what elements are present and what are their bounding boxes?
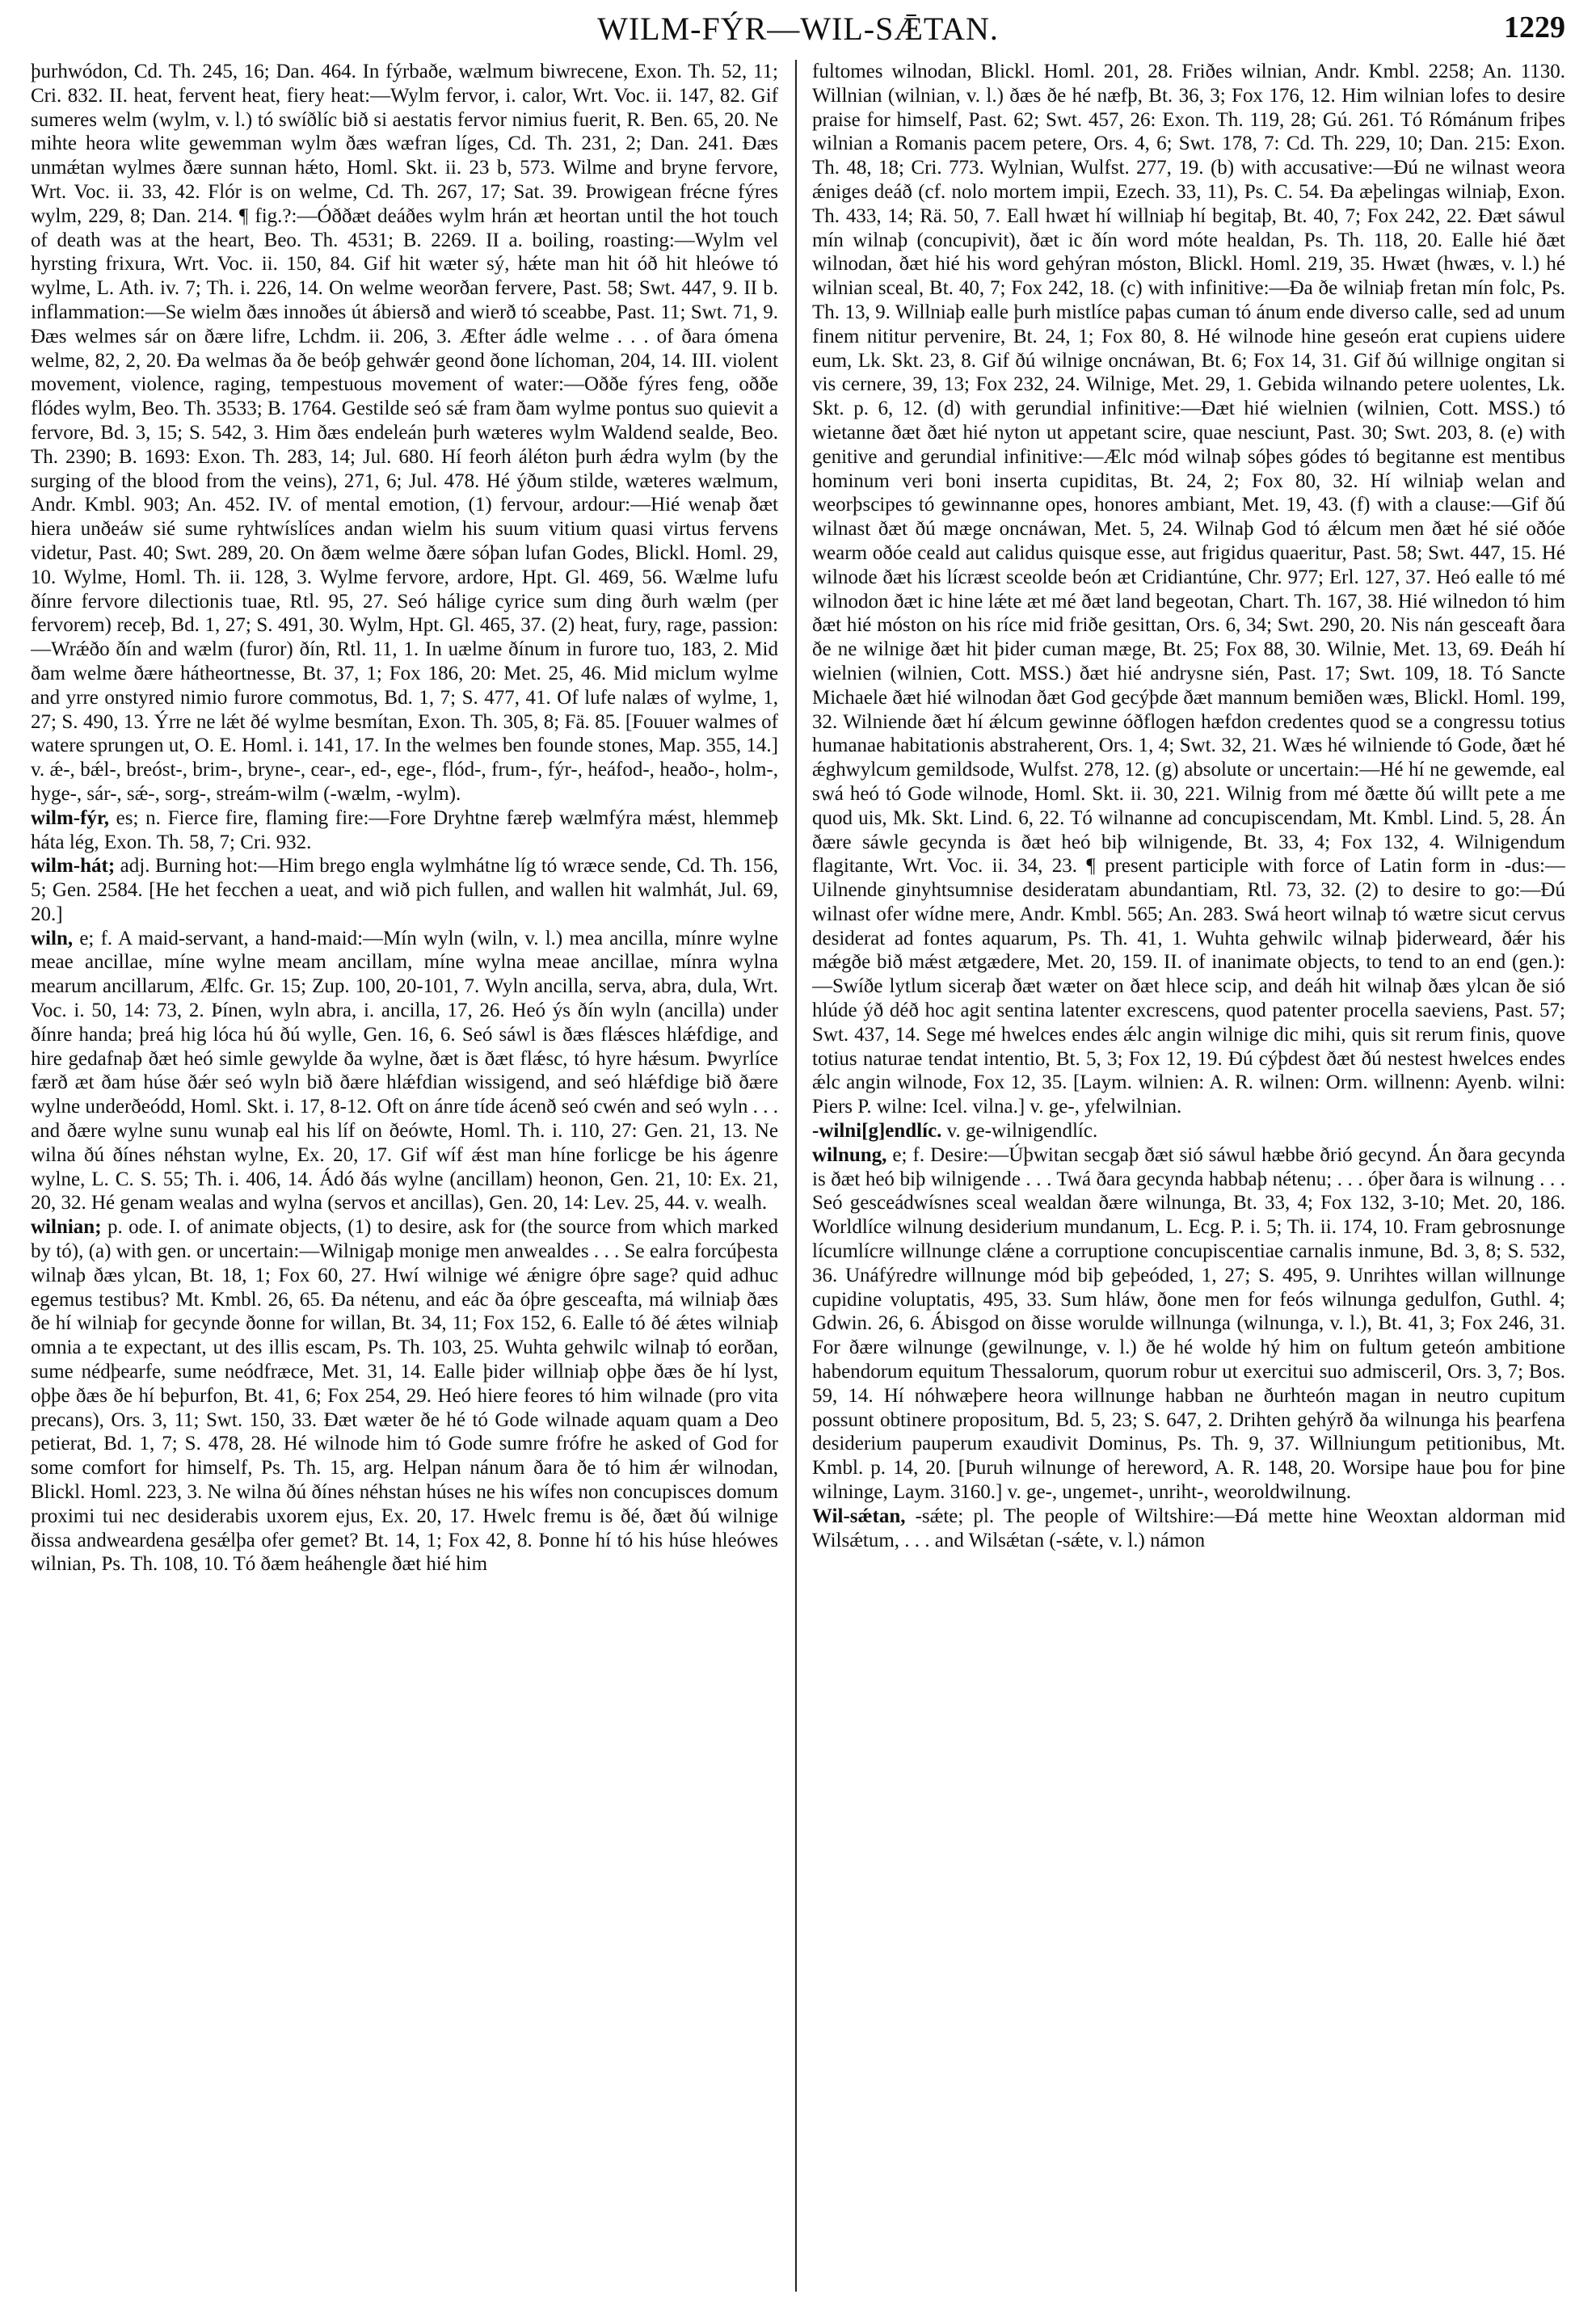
- entry-body: e; f. A maid-servant, a hand-maid:—Mín wyln (wiln, v. l.) mea ancilla, mínre wylne meae ancillae, míne wylne meam ancillam, míne wylna meae ancillae, mínra wylna mearum ancillarum, Ælfc. Gr. 15; Zup. 100, 20-101, 7. Wyln ancilla, serva, abra, dula, Wrt. Voc. i. 50, 14: 73, 2. Þínen, wyln abra, i. ancilla, 17, 26. Heó ýs ðín wyln (ancilla) under ðínre handa; þreá hig lóca hú ðú wylle, Gen. 16, 6. Seó sáwl is ðæs flǽsces hlǽfdige, and hire gedafnaþ ðæt heó simle gewylde ða wylne, ðæt is ðæt flǽsc, tó hyre hǽsum. Þwyrlíce færð æt ðam húse ðǽr seó wyln bið ðære hlǽfdian wissigend, and seó hlǽfdige bið ðære wylne underðeódd, Homl. Skt. i. 17, 8-12. Oft on ánre tíde ácenð seó cwén and seó wyln . . . and ðære wylne sunu wunaþ eal his líf on ðeówte, Homl. Th. i. 110, 27: Gen. 21, 13. Ne wilna ðú ðínes néhstan wylne, Ex. 20, 17. Gif wíf ǽst man híne forlicge be his ágenre wylne, L. C. S. 55; Th. i. 406, 14. Ádó ðás wylne (ancillam) heonon, Gen. 21, 10: Ex. 21, 20, 32. Hé genam wealas and wylna (servos et ancillas), Gen. 20, 14: Lev. 25, 44. v. wealh.: [31, 927, 778, 1214]
- right-column: [812, 60, 1565, 2290]
- continued-text: [812, 60, 1565, 1119]
- entry-body: es; n. Fierce fire, flaming fire:—Fore Dryhtne færeþ wælmfýra mǽst, hlemmeþ háta lég, Exon. Th. 58, 7; Cri. 932.: [31, 806, 778, 853]
- entry-headword: wilm-fýr,: [31, 806, 109, 829]
- entry-body: adj. Burning hot:—Him brego engla wylmhátne líg tó wræce sende, Cd. Th. 156, 5; Gen. 2584. [He het fecchen a ueat, and wið pich fullen, and wallen hit walmhát, Jul. 69, 20.]: [31, 855, 778, 925]
- page-header: [0, 6, 1596, 48]
- entry-body: þurhwódon, Cd. Th. 245, 16; Dan. 464. In fýrbaðe, wælmum biwrecene, Exon. Th. 52, 11; Cri. 832. II. heat, fervent heat, fiery heat:—Wylm fervor, i. calor, Wrt. Voc. ii. 147, 82. Gif sumeres welm (wylm, v. l.) tó swíðlíc bið si aestatis fervor nimius fuerit, R. Ben. 65, 20. Ne mihte heora wlite gewemman wylm ðæs wæfran líges, Cd. Th. 231, 2; Dan. 241. Ðæs unmǽtan wylmes ðære sunnan hǽto, Homl. Skt. ii. 23 b, 573. Wilme and bryne fervore, Wrt. Voc. ii. 33, 42. Flór is on welme, Cd. Th. 267, 17; Sat. 39. Þrowigean frécne fýres wylm, 229, 8; Dan. 214. ¶ fig.?:—Óððæt deáðes wylm hrán æt heortan until the hot touch of death was at the heart, Beo. Th. 4531; B. 2269. II a. boiling, roasting:—Wylm vel hyrsting frixura, Wrt. Voc. ii. 150, 84. Gif hit wæter sý, hǽte man hit óð hit hleówe tó wylme, L. Ath. iv. 7; Th. i. 226, 14. On welme weorðan fervere, Past. 58; Swt. 447, 9. II b. inflammation:—Se wielm ðæs innoðes út ábiersð and wierð tó sceabbe, Past. 11; Swt. 71, 9. Ðæs welmes sár on ðære lifre, Lchdm. ii. 206, 3. Æfter ádle welme . . . of ðara ómena welme, 82, 2, 20. Ða welmas ða ðe beóþ gehwǽr geond ðone líchoman, 204, 14. III. violent movement, violence, raging, tempestuous movement of water:—Oððe fýres feng, oððe flódes wylm, Beo. Th. 3533; B. 1764. Gestilde seó sǽ fram ðam wylme pontus suo quievit a fervore, Bd. 3, 15; S. 542, 3. Him ðæs endeleán þurh wæteres wylm Waldend sealde, Beo. Th. 2390; B. 1693: Exon. Th. 283, 14; Jul. 680. Hí feorh áléton þurh ǽdra wylm (by the surging of the blood from the veins), 271, 6; Jul. 478. Hé ýðum stilde, wæteres wælmum, Andr. Kmbl. 903; An. 452. IV. of mental emotion, (1) fervour, ardour:—Hié wenaþ ðæt hiera unðeáw sié sume ryhtwíslíces andan wielm his suum vitium quasi virtus fervens videtur, Past. 40; Swt. 289, 20. On ðæm welme ðære sóþan lufan Godes, Blickl. Homl. 29, 10. Wylme, Homl. Th. ii. 128, 3. Wylme fervore, ardore, Hpt. Gl. 469, 56. Wælme lufu ðínre fervore dilectionis tuae, Rtl. 95, 27. Seó hálige cyrice sum ding ðurh wælm (per fervorem) receþ, Bd. 1, 27; S. 491, 30. Wylm, Hpt. Gl. 465, 37. (2) heat, fury, rage, passion:—Wrǽðo ðín and wælm (furor) ðín, Rtl. 11, 1. In uælme ðínum in furore tuo, 183, 2. Mid ðam welme ðære hátheortnesse, Bt. 37, 1; Fox 186, 20: Met. 25, 46. Mid miclum wylme and yrre onstyred nimio furore commotus, Bd. 1, 7; S. 477, 41. Of lufe nalæs of wylme, 1, 27; S. 490, 13. Ýrre ne lǽt ðé wylme besmítan, Exon. Th. 305, 8; Fä. 85. [Fouuer walmes of watere sprungen ut, O. E. Homl. i. 141, 17. In the welmes ben founde stones, Map. 355, 14.] v. ǽ-, bǽl-, breóst-, brim-, bryne-, cear-, ed-, ege-, flód-, frum-, fýr-, heáfod-, heaðo-, holm-, hyge-, sár-, sǽ-, sorg-, streám-wilm (-wælm, -wylm).: [31, 61, 778, 805]
- dictionary-entry: [31, 1215, 778, 1576]
- running-title: WILM-FÝR—WIL-SǢTAN.: [597, 11, 999, 47]
- entry-headword: Wil-sǽtan,: [812, 1505, 906, 1527]
- page-number: 1229: [1504, 11, 1565, 44]
- dictionary-entry: [812, 1119, 1565, 1143]
- dictionary-entry: [31, 854, 778, 926]
- entry-body: fultomes wilnodan, Blickl. Homl. 201, 28. Friðes wilnian, Andr. Kmbl. 2258; An. 1130. Willnian (wilnian, v. l.) ðæs ðe hé næfþ, Bt. 36, 3; Fox 176, 12. Him wilnian lofes to desire praise for himself, Past. 62; Swt. 457, 26: Exon. Th. 119, 28; Gú. 261. Tó Rómánum friþes wilnian a Romanis pacem petere, Ors. 4, 6; Swt. 178, 7: Cd. Th. 229, 10; Dan. 215: Exon. Th. 48, 18; Cri. 773. Wylnian, Wulfst. 277, 19. (b) with accusative:—Ðú ne wilnast weora ǽniges deáð (cf. nolo mortem impii, Ezech. 33, 11), Ps. C. 54. Ða æþelingas wilniaþ, Exon. Th. 433, 14; Rä. 50, 7. Eall hwæt hí willniaþ hí begitaþ, Bt. 40, 7; Fox 242, 22. Ðæt sáwul mín wilnaþ (concupivit), ðæt ic ðín word móte healdan, Ps. Th. 118, 20. Ealle hié ðæt wilnodan, ðæt hié his word gehýran móston, Blickl. Homl. 219, 35. Hwæt (hwæs, v. l.) hé wilnian sceal, Bt. 40, 7; Fox 242, 18. (c) with infinitive:—Ða ðe wilniaþ fretan mín folc, Ps. Th. 13, 9. Willniaþ ealle þurh mistlíce paþas cuman tó ánum ende diverso calle, sed ad unum finem nititur pervenire, Bt. 24, 1; Fox 80, 8. Hé wilnode hine geseón erat cupiens uidere eum, Lk. Skt. 23, 8. Gif ðú wilnige oncnáwan, Bt. 6; Fox 14, 31. Gif ðú willnige ongitan si vis cernere, 39, 13; Fox 232, 24. Wilnige, Met. 29, 1. Gebida wilnando petere uolentes, Lk. Skt. p. 6, 12. (d) with gerundial infinitive:—Ðæt hié wielnien (wilnien, Cott. MSS.) tó wietanne ðæt ðæt hié nyton ut appetant scire, quae nesciunt, Past. 30; Swt. 203, 8. (e) with genitive and gerundial infinitive:—Ælc mód wilnaþ sóþes gódes tó begitanne est mentibus hominum veri boni inserta cupiditas, Bt. 24, 2; Fox 80, 32. Hí wilniaþ welan and weorþscipes tó gewinnanne opes, honores ambiant, Met. 19, 43. (f) with a clause:—Gif ðú wilnast ðæt ðú mæge oncnáwan, Met. 5, 24. Wilnaþ God tó ǽlcum men ðæt hé sié oðóe wearm oðóe ceald aut calidus quisque esse, aut frigidus quaeritur, Past. 58; Swt. 447, 15. Hé wilnode ðæt his lícræst sceolde beón æt Cridiantúne, Chr. 977; Erl. 127, 37. Heó ealle tó mé wilnodon ðæt ic hine lǽte æt mé ðæt land begeotan, Chart. Th. 167, 38. Hié wilnedon tó him ðæt hié móston on his ríce mid friðe gesittan, Ors. 6, 34; Swt. 290, 20. Nis nán gesceaft ðara ðe ne wilnige ðæt hit þider cuman mæge, Bt. 25; Fox 88, 30. Wilnie, Met. 13, 69. Ðeáh hí wielnien (wilnien, Cott. MSS.) ðæt hié andrysne sién, Past. 17; Swt. 109, 18. Tó Sancte Michaele ðæt hié wilnodan ðæt God gecýþde ðæt mannum bemiðen wæs, Blickl. Homl. 199, 32. Wilniende ðæt hí ǽlcum gewinne óðflogen hæfdon credentes quod se a congressu totius humanae habitationis abstraherent, Ors. 1, 4; Swt. 32, 21. Wæs hé wilniende tó Gode, ðæt hé ǽghwylcum gemildsode, Wulfst. 278, 12. (g) absolute or uncertain:—Hé hí ne gewemde, eal swá heó tó Gode wilnode, Homl. Skt. ii. 30, 221. Wilnig from mé ðætte ðú willt pete a me quod uis, Mk. Skt. Lind. 6, 22. Tó wilnanne ad concupiscendam, Mt. Kmbl. Lind. 5, 28. Án ðære sáwle gecynda is ðæt heó biþ wilnigende, Bt. 33, 4; Fox 132, 4. Wilnigendum flagitante, Wrt. Voc. ii. 34, 23. ¶ present participle with force of Latin form in -dus:—Uilnende ginyhtsumnise desideratam abundantiam, Rtl. 73, 32. (2) to desire to go:—Ðú wilnast ofer wídne mere, Andr. Kmbl. 565; An. 283. Swá heort wilnaþ tó wætre sicut cervus desiderat ad fontes aquarum, Ps. Th. 41, 1. Wuhta gehwilc wilnaþ þiderweard, ðǽr his mǽgðe bið mǽst ætgædere, Met. 20, 159. II. of inanimate objects, to tend to an end (gen.):—Swíðe lytlum siceraþ ðæt wæter on ðæt hlece scip, and deáh hit wilnaþ ðæs ylcan ðe sió hlúde ýð déð hoc agit sentina latenter excrescens, quod patenter procella saeviens, Past. 57; Swt. 437, 14. Sege mé hwelces endes ǽlc angin wilnige dic mihi, quis sit rerum finis, quove totius naturae tendat intentio, Bt. 5, 3; Fox 12, 19. Ðú cýþdest ðæt ðú nestest hwelces endes ǽlc angin wilnode, Fox 12, 35. [Laym. wilnien: A. R. wilnen: Orm. willnenn: Ayenb. wilni: Piers P. wilne: Icel. vilna.] v. ge-, yfelwilnian.: [812, 61, 1565, 1118]
- entry-headword: wilm-hát;: [31, 855, 116, 878]
- dictionary-entry: [31, 927, 778, 1216]
- dictionary-entry: [31, 806, 778, 855]
- entry-body: p. ode. I. of animate objects, (1) to desire, ask for (the source from which marked by tó), (a) with gen. or uncertain:—Wilnigaþ monige men anwealdes . . . Se ealra forcúþesta wilnaþ ðæs ylcan, Bt. 18, 1; Fox 60, 27. Hwí wilnige wé ǽnigre óþre sage? quid adhuc egemus testibus? Mt. Kmbl. 26, 65. Ða nétenu, and eác ða óþre gesceafta, má wilniaþ ðæs ðe hí wilniaþ for gecynde ðonne for willan, Bt. 34, 11; Fox 152, 6. Ealle tó ðé ǽtes wilniaþ omnia a te expectant, ut des illis escam, Ps. Th. 103, 25. Wuhta gehwilc wilnaþ tó eorðan, sume nédþearfe, sume neódfræce, Met. 31, 14. Ealle þider willniaþ oþþe ðæs ðe hí lyst, oþþe ðæs ðe hí beþurfon, Bt. 41, 6; Fox 254, 29. Heó hiere feores tó him wilnade (pro vita precans), Ors. 3, 11; Swt. 150, 33. Ðæt wæter ðe hé tó Gode wilnade aquam quam a Deo petierat, Bd. 1, 7; S. 478, 28. Hé wilnode him tó Gode sumre frófre he asked of God for some comfort for himself, Ps. Th. 15, arg. Helpan nánum ðara ðe tó him ǽr wilnodan, Blickl. Homl. 223, 3. Ne wilna ðú ðínes néhstan húses ne his wífes non concupisces domum proximi tui nec desiderabis uxorem ejus, Ex. 20, 17. Hwelc fremu is ðé, ðæt ðú wilnige ðissa andweardena gesǽlþa ofer gemet? Bt. 14, 1; Fox 42, 8. Þonne hí tó his húse hleówes wilnian, Ps. Th. 108, 10. Tó ðæm heáhengle ðæt hié him: [31, 1216, 778, 1576]
- dictionary-entry: [812, 1143, 1565, 1505]
- entry-body: e; f. Desire:—Úþwitan secgaþ ðæt sió sáwul hæbbe ðrió gecynd. Án ðara gecynda is ðæt heó biþ wilnigende . . . Twá ðara gecynda habbaþ nétenu; . . . óþer ðara is wilnung . . . Seó gesceádwísnes sceal wealdan ðære wilnunga, Bt. 33, 4; Fox 132, 3-10; Met. 20, 186. Worldlíce wilnung desiderium mundanum, L. Ecg. P. i. 5; Th. ii. 174, 10. Fram gebrosnunge lícumlícre willnunge clǽne a corruptione concupiscentiae carnalis inmune, Bd. 3, 8; S. 532, 36. Unáfýredre willnunge mód biþ geþeóded, 1, 27; S. 495, 9. Unrihtes willan willnunge cupidine voluptatis, 495, 33. Sum hláw, ðone men for feós wilnunga gedulfon, Guthl. 4; Gdwin. 26, 6. Ábisgod on ðisse woruldе willnunga (wilnunga, v. l.), Bt. 41, 3; Fox 246, 31. For ðære wilnunge (gewilnunge, v. l.) ðe hé wolde hý him on fultum geteón ambitione habendorum equitum Thessalorum, quorum robur ut exercitui suo admisceril, Ors. 3, 7; Bos. 59, 14. Hí nóhwæþere heora willnunge habban ne ðurhteón magan in neutro cupitum possunt obtinere propositum, Bd. 5, 23; S. 647, 2. Drihten gehýrð ða wilnunga his þearfena desiderium pauperum exaudivit Dominus, Ps. Th. 9, 37. Willniungum petitionibus, Mt. Kmbl. p. 14, 20. [Þuruh wilnunge of hereword, A. R. 148, 20. Worsipe haue þou for þine wilninge, Laym. 3160.] v. ge-, ungemet-, unriht-, weoroldwilnung.: [812, 1143, 1565, 1504]
- entry-headword: wilnung,: [812, 1143, 887, 1166]
- entry-headword: wilnian;: [31, 1216, 102, 1239]
- entry-headword: -wilni[g]endlíc.: [812, 1120, 942, 1143]
- column-divider: [795, 60, 797, 2292]
- dictionary-entry: [812, 1505, 1565, 1553]
- entry-body: v. ge-wilnigendlíc.: [941, 1120, 1098, 1143]
- entry-headword: wiln,: [31, 927, 74, 949]
- left-column: [31, 60, 778, 2290]
- continued-text: [31, 60, 778, 806]
- entry-body: -sǽte; pl. The people of Wiltshire:—Ðá mette hine Weoxtan aldorman mid Wilsǽtum, . . . and Wilsǽtan (-sǽte, v. l.) námon: [812, 1505, 1565, 1551]
